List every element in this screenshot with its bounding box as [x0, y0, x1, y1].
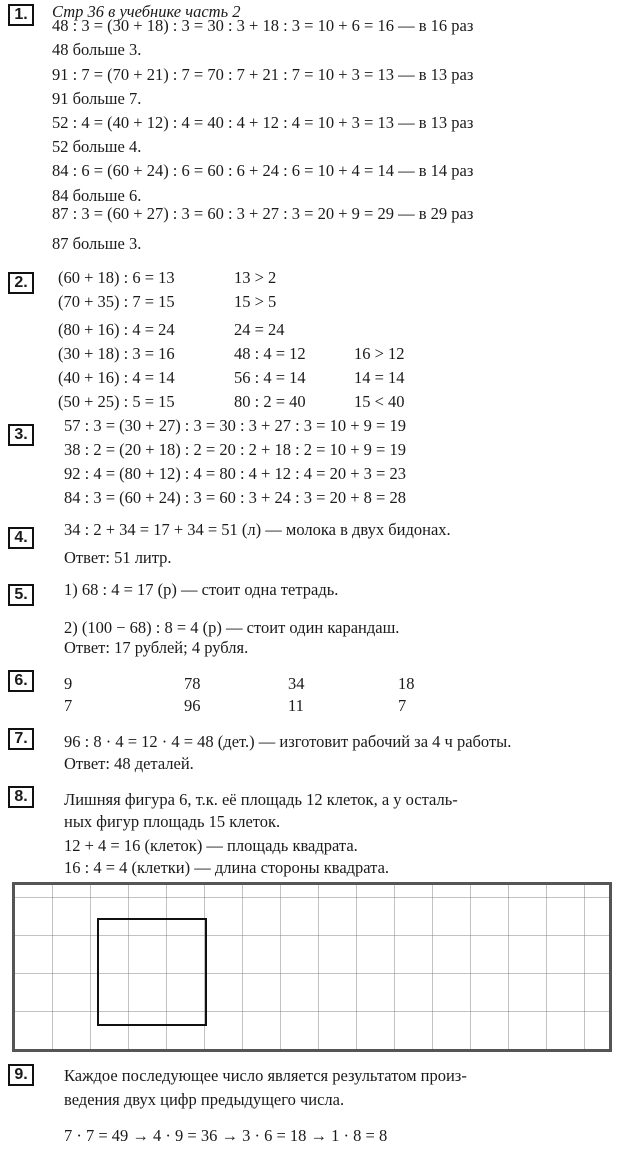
task1-line: 91 : 7 = (70 + 21) : 7 = 70 : 7 + 21 : 7 = 10 + 3 = 13 — в 13 раз	[52, 65, 474, 84]
task-number-1: 1.	[8, 4, 34, 26]
task2-compare: 15 > 5	[234, 292, 277, 311]
task2-expr: (30 + 18) : 3 = 16	[58, 344, 175, 363]
task3-line: 57 : 3 = (30 + 27) : 3 = 30 : 3 + 27 : 3 = 10 + 9 = 19	[64, 416, 406, 435]
task2-compare: 48 : 4 = 12	[234, 344, 306, 363]
task-number-2: 2.	[8, 272, 34, 294]
task8-line: ных фигур площадь 15 клеток.	[64, 812, 281, 831]
task2-compare: 80 : 2 = 40	[234, 392, 306, 411]
task3-line: 92 : 4 = (80 + 12) : 4 = 80 : 4 + 12 : 4 = 20 + 3 = 23	[64, 464, 406, 483]
task1-line: 48 больше 3.	[52, 40, 142, 59]
task2-expr: (70 + 35) : 7 = 15	[58, 292, 175, 311]
task2-expr: (60 + 18) : 6 = 13	[58, 268, 175, 287]
task6-cell: 96	[184, 696, 201, 715]
task8-line: 16 : 4 = 4 (клетки) — длина стороны квадрата.	[64, 858, 390, 877]
task2-expr: (50 + 25) : 5 = 15	[58, 392, 175, 411]
task2-result: 16 > 12	[354, 344, 405, 363]
task7-line: 96 : 8 · 4 = 12 · 4 = 48 (дет.) — изготовит рабочий за 4 ч работы.	[64, 732, 512, 751]
task2-expr: (80 + 16) : 4 = 24	[58, 320, 175, 339]
drawn-square	[97, 918, 207, 1026]
task3-line: 84 : 3 = (60 + 24) : 3 = 60 : 3 + 24 : 3 = 20 + 8 = 28	[64, 488, 406, 507]
task9-line: Каждое последующее число является результатом произ-	[64, 1066, 467, 1085]
task9-line: ведения двух цифр предыдущего числа.	[64, 1090, 345, 1109]
task7-answer: Ответ: 48 деталей.	[64, 754, 194, 773]
task2-compare: 24 = 24	[234, 320, 285, 339]
task-number-5: 5.	[8, 584, 34, 606]
task-number-7: 7.	[8, 728, 34, 750]
task6-cell: 34	[288, 674, 305, 693]
task1-line: 87 больше 3.	[52, 234, 142, 253]
task1-line: 84 : 6 = (60 + 24) : 6 = 60 : 6 + 24 : 6 = 10 + 4 = 14 — в 14 раз	[52, 161, 474, 180]
task2-compare: 13 > 2	[234, 268, 277, 287]
task1-line: 84 больше 6.	[52, 186, 142, 205]
task3-line: 38 : 2 = (20 + 18) : 2 = 20 : 2 + 18 : 2 = 10 + 9 = 19	[64, 440, 406, 459]
task1-line: 52 больше 4.	[52, 137, 142, 156]
task1-line: 87 : 3 = (60 + 27) : 3 = 60 : 3 + 27 : 3 = 20 + 9 = 29 — в 29 раз	[52, 204, 474, 223]
task1-line: 48 : 3 = (30 + 18) : 3 = 30 : 3 + 18 : 3 = 10 + 6 = 16 — в 16 раз	[52, 16, 474, 35]
task6-cell: 7	[64, 696, 73, 715]
task1-line: 52 : 4 = (40 + 12) : 4 = 40 : 4 + 12 : 4 = 10 + 3 = 13 — в 13 раз	[52, 113, 474, 132]
task8-line: Лишняя фигура 6, т.к. её площадь 12 клеток, а у осталь-	[64, 790, 458, 809]
task6-cell: 18	[398, 674, 415, 693]
task4-answer: Ответ: 51 литр.	[64, 548, 172, 567]
task6-cell: 11	[288, 696, 304, 715]
task6-cell: 78	[184, 674, 201, 693]
task2-expr: (40 + 16) : 4 = 14	[58, 368, 175, 387]
task8-line: 12 + 4 = 16 (клеток) — площадь квадрата.	[64, 836, 358, 855]
task-number-8: 8.	[8, 786, 34, 808]
task2-compare: 56 : 4 = 14	[234, 368, 306, 387]
task-number-6: 6.	[8, 670, 34, 692]
task6-cell: 7	[398, 696, 407, 715]
task5-answer: Ответ: 17 рублей; 4 рубля.	[64, 638, 249, 657]
task1-line: 91 больше 7.	[52, 89, 142, 108]
task5-line: 1) 68 : 4 = 17 (р) — стоит одна тетрадь.	[64, 580, 339, 599]
task9-line: 7 · 7 = 49 → 4 · 9 = 36 → 3 · 6 = 18 → 1 · 8 = 8	[64, 1126, 388, 1145]
task4-line: 34 : 2 + 34 = 17 + 34 = 51 (л) — молока в двух бидонах.	[64, 520, 451, 539]
task-number-3: 3.	[8, 424, 34, 446]
task-number-4: 4.	[8, 527, 34, 549]
task2-result: 14 = 14	[354, 368, 405, 387]
task2-result: 15 < 40	[354, 392, 405, 411]
task6-cell: 9	[64, 674, 73, 693]
task1-heading: Стр 36 в учебнике часть 2	[52, 2, 241, 21]
task-number-9: 9.	[8, 1064, 34, 1086]
task5-line: 2) (100 − 68) : 8 = 4 (р) — стоит один карандаш.	[64, 618, 400, 637]
